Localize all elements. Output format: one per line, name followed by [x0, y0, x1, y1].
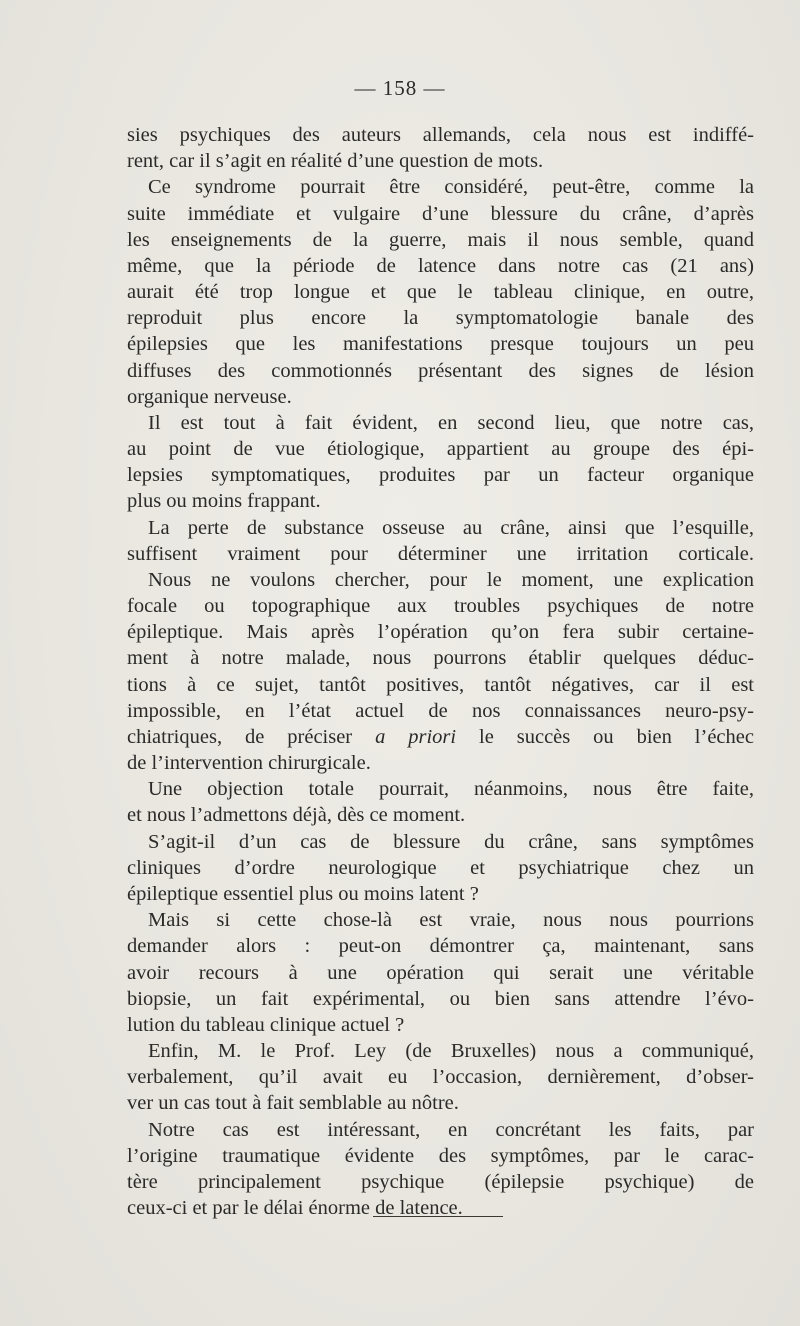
text-line: reproduit plus encore la symptomatologie banale des [127, 307, 754, 330]
text-line: demander alors : peut-on démontrer ça, maintenant, sans [127, 935, 754, 958]
text-segment: chiatriques, de préciser [127, 725, 376, 748]
text-line: et nous l’admettons déjà, dès ce moment. [127, 804, 466, 827]
text-line: La perte de substance osseuse au crâne, ainsi que l’esquille, [148, 516, 754, 539]
text-line: organique nerveuse. [127, 385, 292, 408]
text-line: ment à notre malade, nous pourrons établir quelques déduc- [127, 647, 754, 670]
page-number: — 158 — [354, 76, 446, 100]
text-line: épilepsies que les manifestations presque toujours un peu [127, 333, 754, 356]
text-line: de l’intervention chirurgicale. [127, 752, 371, 775]
text-line: Notre cas est intéressant, en concrétant les faits, par [148, 1118, 754, 1141]
text-line: ceux-ci et par le délai énorme de latence. [127, 1197, 463, 1220]
text-line: S’agit-il d’un cas de blessure du crâne, sans symptômes [148, 830, 754, 853]
text-line: Une objection totale pourrait, néanmoins, nous être faite, [148, 778, 754, 801]
text-line: diffuses des commotionnés présentant des signes de lésion [127, 359, 754, 382]
text-line: Mais si cette chose-là est vraie, nous nous pourrions [148, 909, 754, 932]
text-line: plus ou moins frappant. [127, 490, 321, 513]
text-line: Il est tout à fait évident, en second lieu, que notre cas, [148, 411, 754, 434]
text-line: l’origine traumatique évidente des symptômes, par le carac- [127, 1144, 754, 1167]
text-segment: le succès ou bien l’échec [456, 725, 754, 748]
text-line: ver un cas tout à fait semblable au nôtre. [127, 1092, 459, 1115]
text-line: focale ou topographique aux troubles psychiques de notre [127, 595, 754, 618]
text-line: avoir recours à une opération qui serait une véritable [127, 961, 754, 984]
text-line [127, 724, 754, 750]
body-text [127, 122, 754, 1221]
text-line: lepsies symptomatiques, produites par un facteur organique [127, 464, 754, 487]
text-line: biopsie, un fait expérimental, ou bien sans attendre l’évo- [127, 987, 754, 1010]
text-line: lution du tableau clinique actuel ? [127, 1013, 405, 1036]
text-line: au point de vue étiologique, appartient au groupe des épi- [127, 438, 754, 461]
text-line: suite immédiate et vulgaire d’une blessure du crâne, d’après [127, 202, 754, 225]
text-line: épileptique. Mais après l’opération qu’on fera subir certaine- [127, 621, 754, 644]
text-line: tions à ce sujet, tantôt positives, tantôt négatives, car il est [127, 673, 754, 696]
text-line: Nous ne voulons chercher, pour le moment, une explication [148, 568, 754, 591]
text-line: épileptique essentiel plus ou moins latent ? [127, 882, 479, 905]
text-line: les enseignements de la guerre, mais il nous semble, quand [127, 228, 754, 251]
text-line: Enfin, M. le Prof. Ley (de Bruxelles) nous a communiqué, [148, 1040, 754, 1063]
text-line: impossible, en l’état actuel de nos connaissances neuro-psy- [127, 699, 754, 722]
text-line: tère principalement psychique (épilepsie psychique) de [127, 1170, 754, 1193]
text-line: aurait été trop longue et que le tableau clinique, en outre, [127, 281, 754, 304]
text-line: cliniques d’ordre neurologique et psychiatrique chez un [127, 856, 754, 879]
text-line: sies psychiques des auteurs allemands, cela nous est indiffé- [127, 124, 754, 146]
text-line: Ce syndrome pourrait être considéré, peut-être, comme la [148, 176, 754, 199]
text-line: même, que la période de latence dans notre cas (21 ans) [127, 254, 754, 277]
text-line: rent, car il s’agit en réalité d’une question de mots. [127, 150, 544, 173]
end-rule [373, 1216, 503, 1217]
text-line: suffisent vraiment pour déterminer une irritation corticale. [127, 542, 754, 565]
text-line: verbalement, qu’il avait eu l’occasion, dernièrement, d’obser- [127, 1066, 754, 1089]
italic-phrase: a priori [375, 725, 457, 748]
